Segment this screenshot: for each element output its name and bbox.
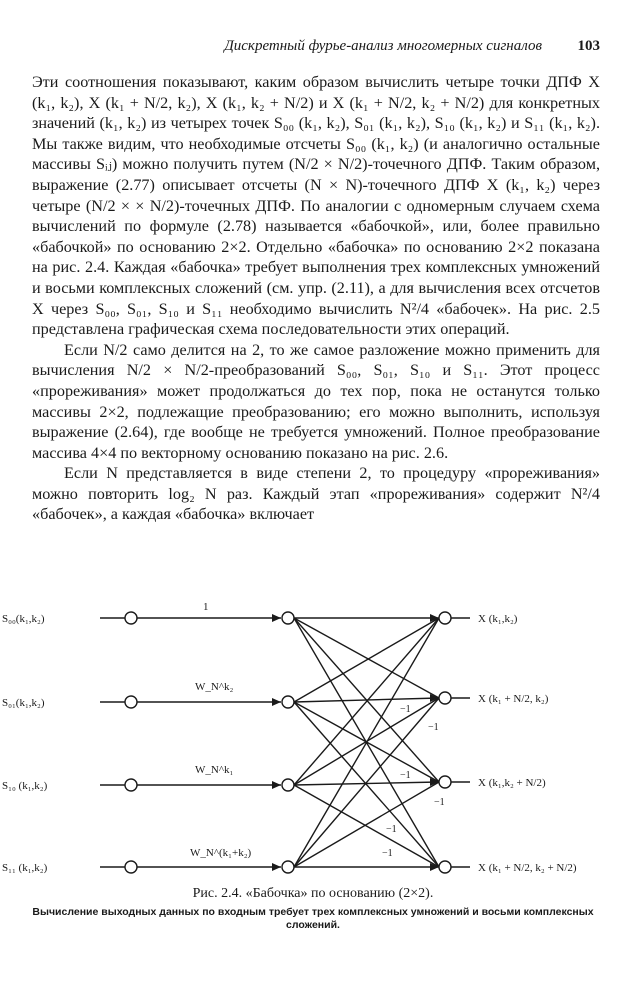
- coefficient-label-1: −1: [428, 722, 439, 733]
- body-text: [32, 72, 600, 525]
- middle-node-3: [282, 861, 294, 873]
- paragraph-3: Если N представляется в виде степени 2, то процедуру «прореживания» можно повторить log₂ N раз. Каждый этап «прореживания» содержит N²/4 «бабочек», а каждая «бабочка» включает: [32, 464, 600, 524]
- input-label-1: S₀₁(k₁,k₂): [2, 697, 45, 709]
- coefficient-label-2: −1: [400, 770, 411, 781]
- running-title: Дискретный фурье-анализ многомерных сигналов: [224, 38, 542, 54]
- branch-weight-2: W_N^k₁: [195, 764, 234, 776]
- page-number: 103: [577, 38, 600, 54]
- branch-weight-0: 1: [203, 601, 209, 613]
- input-label-3: S₁₁ (k₁,k₂): [2, 862, 48, 874]
- coefficient-label-3: −1: [434, 797, 445, 808]
- butterfly-diagram: [0, 590, 626, 890]
- branch-arrowhead-1: [272, 698, 281, 706]
- input-node-1: [125, 696, 137, 708]
- coefficient-label-4: −1: [386, 824, 397, 835]
- branch-arrowhead-3: [272, 863, 281, 871]
- input-label-0: S₀₀(k₁,k₂): [2, 613, 45, 625]
- middle-node-0: [282, 612, 294, 624]
- branch-weight-1: W_N^k₂: [195, 681, 234, 693]
- branch-arrowhead-0: [272, 614, 281, 622]
- input-node-0: [125, 612, 137, 624]
- input-node-3: [125, 861, 137, 873]
- input-label-2: S₁₀ (k₁,k₂): [2, 780, 48, 792]
- paragraph-2: Если N/2 само делится на 2, то же самое разложение можно применить для вычисления N/2 × N/2-преобразований S₀₀, S₀₁, S₁₀ и S₁₁. Этот процесс «прореживания» может продолжаться до тех пор, пока не останутся только массивы 2×2, подлежащие преобразованию; его можно выполнить, используя выражение (2.64), где вообще не требуется умножений. Полное преобразование массива 4×4 по векторному основанию показано на рис. 2.6.: [32, 340, 600, 462]
- coefficient-label-0: −1: [400, 704, 411, 715]
- output-label-0: X (k₁,k₂): [478, 613, 518, 625]
- output-label-3: X (k₁ + N/2, k₂ + N/2): [478, 862, 577, 874]
- coefficient-label-5: −1: [382, 848, 393, 859]
- figure-caption: Рис. 2.4. «Бабочка» по основанию (2×2).: [192, 886, 434, 901]
- page-header: [32, 38, 600, 58]
- middle-node-2: [282, 779, 294, 791]
- output-node-3: [439, 861, 451, 873]
- output-node-0: [439, 612, 451, 624]
- butterfly-svg: [0, 590, 626, 890]
- output-label-1: X (k₁ + N/2, k₂): [478, 693, 549, 705]
- input-node-2: [125, 779, 137, 791]
- figure-subcaption: Вычисление выходных данных по входным требует трех комплексных умножений и восьми комплексных сложений.: [32, 906, 594, 931]
- branch-arrowhead-2: [272, 781, 281, 789]
- output-label-2: X (k₁,k₂ + N/2): [478, 777, 546, 789]
- paragraph-1: Эти соотношения показывают, каким образом вычислить четыре точки ДПФ X (k₁, k₂), X (k₁ + N/2, k₂), X (k₁, k₂ + N/2) и X (k₁ + N/2, k₂ + N/2) для конкретных значений (k₁, k₂) из четырех точек S₀₀ (k₁, k₂), S₀₁ (k₁, k₂), S₁₀ (k₁, k₂) и S₁₁ (k₁, k₂). Мы также видим, что необходимые отсчеты S₀₀ (k₁, k₂) (и аналогично остальные массивы Sᵢⱼ) можно получить путем (N/2 × N/2)-точечного ДПФ. Таким образом, выражение (2.77) описывает отсчеты (N × N)-точечного ДПФ X (k₁, k₂) через четыре (N/2 × × N/2)-точечных ДПФ. По аналогии с одномерным случаем схема вычислений по формуле (2.78) называется «бабочкой», или, более правильно «бабочкой» по основанию 2×2. Отдельно «бабочка» по основанию 2×2 показана на рис. 2.4. Каждая «бабочка» требует выполнения трех комплексных умножений и восьми комплексных сложений (см. упр. (2.11), а для вычисления всех отсчетов X через S₀₀, S₀₁, S₁₀ и S₁₁ необходимо вычислить N²/4 «бабочек». На рис. 2.5 представлена графическая схема последовательности этих операций.: [32, 73, 600, 339]
- middle-node-1: [282, 696, 294, 708]
- output-node-2: [439, 776, 451, 788]
- branch-weight-3: W_N^(k₁+k₂): [190, 847, 252, 859]
- output-node-1: [439, 692, 451, 704]
